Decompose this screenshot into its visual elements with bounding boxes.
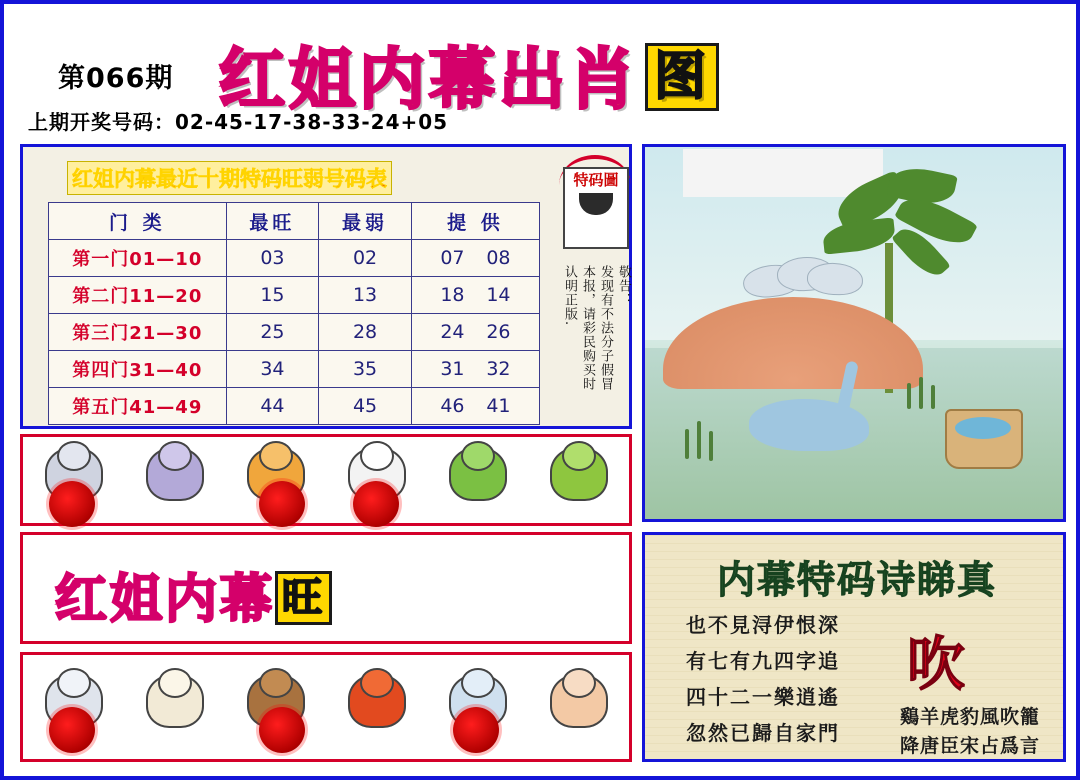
special-code-badge	[563, 167, 629, 249]
red-ink-blot	[453, 707, 499, 753]
masthead-title	[219, 26, 719, 121]
row-provide-2: 32	[486, 358, 511, 380]
dog-head-icon	[461, 668, 495, 698]
rat-head-icon	[57, 441, 91, 471]
row-provide	[411, 351, 539, 388]
zodiac-strip-top	[20, 434, 632, 526]
table-header-row	[49, 203, 540, 240]
row-provide-1: 18	[440, 284, 465, 306]
rooster-head-icon	[360, 668, 394, 698]
table-row	[49, 277, 540, 314]
col-header-provide: 提 供	[411, 203, 539, 240]
hot-cold-table	[48, 202, 540, 425]
goat-head-icon	[158, 668, 192, 698]
grass-blade	[931, 385, 935, 409]
poem-line: 忽然已歸自家門	[686, 721, 840, 745]
basket-icon	[945, 409, 1023, 469]
red-ink-blot	[259, 707, 305, 753]
notice-column-4: 认明正版.	[562, 265, 577, 327]
row-hot: 34	[226, 351, 319, 388]
poem-panel	[642, 532, 1066, 762]
grass-blade	[919, 377, 923, 409]
col-header-hot: 最旺	[226, 203, 319, 240]
hot-cold-table-panel	[20, 144, 632, 429]
zodiac-item-ox[interactable]	[129, 441, 221, 519]
zodiac-item-dragon[interactable]	[432, 441, 524, 519]
row-category: 第四门31—40	[49, 351, 227, 388]
zodiac-strip-bottom	[20, 652, 632, 762]
row-provide-2: 26	[486, 321, 511, 343]
notice-column-1: 敬告：	[616, 265, 631, 307]
dragon-head-icon	[461, 441, 495, 471]
poem-highlight-word: 吹	[907, 630, 966, 698]
col-header-category: 门 类	[49, 203, 227, 240]
poem-title: 内幕特码诗睇真	[716, 557, 997, 602]
tiger-head-icon	[259, 441, 293, 471]
brand-logo-panel	[20, 532, 632, 644]
row-hot: 15	[226, 277, 319, 314]
notice-column-3: 本报，请彩民购买时	[580, 265, 595, 391]
row-provide-1: 24	[440, 321, 465, 343]
zodiac-row	[23, 655, 629, 759]
table-row	[49, 388, 540, 425]
grass-blade	[697, 421, 701, 459]
zodiac-item-rooster[interactable]	[331, 668, 423, 746]
row-cold: 45	[319, 388, 412, 425]
row-provide-1: 31	[440, 358, 465, 380]
zodiac-item-pig[interactable]	[533, 668, 625, 746]
brand-logo-text	[55, 557, 332, 632]
red-ink-blot	[259, 481, 305, 527]
illustration-panel	[642, 144, 1066, 522]
last-draw-numbers: 02-45-17-38-33-24+05	[175, 110, 449, 134]
row-category: 第五门41—49	[49, 388, 227, 425]
row-provide-1: 07	[440, 247, 465, 269]
ink-cup-icon	[579, 193, 613, 215]
ox-head-icon	[158, 441, 192, 471]
row-hot: 44	[226, 388, 319, 425]
zodiac-item-goat[interactable]	[129, 668, 221, 746]
zodiac-row	[23, 437, 629, 523]
row-cold: 35	[319, 351, 412, 388]
last-draw-label: 上期开奖号码：	[28, 110, 175, 134]
row-provide-2: 14	[486, 284, 511, 306]
row-category: 第三门21—30	[49, 314, 227, 351]
row-category: 第一门01—10	[49, 240, 227, 277]
row-provide-2: 08	[486, 247, 511, 269]
poem-line: 也不見浔伊恨深	[686, 613, 840, 637]
row-category: 第二门11—20	[49, 277, 227, 314]
table-row	[49, 351, 540, 388]
issue-number: 第066期	[58, 63, 174, 94]
notice-column-2: 发现有不法分子假冒	[598, 265, 613, 391]
col-header-cold: 最弱	[319, 203, 412, 240]
row-cold: 13	[319, 277, 412, 314]
row-provide	[411, 314, 539, 351]
poem-side-line: 鷄羊虎豹風吹籠	[899, 706, 1040, 728]
poem-side-lines	[877, 703, 1063, 761]
row-cold: 02	[319, 240, 412, 277]
red-ink-blot	[49, 707, 95, 753]
row-provide	[411, 277, 539, 314]
row-provide	[411, 388, 539, 425]
poem-line: 四十二一樂逍遙	[686, 685, 840, 709]
zodiac-item-snake[interactable]	[533, 441, 625, 519]
grass-blade	[685, 429, 689, 459]
brand-logo-badge: 旺	[275, 571, 332, 625]
monkey-head-icon	[259, 668, 293, 698]
row-cold: 28	[319, 314, 412, 351]
masthead-badge: 图	[645, 43, 719, 111]
row-provide-2: 41	[486, 395, 511, 417]
red-ink-blot	[353, 481, 399, 527]
pig-head-icon	[562, 668, 596, 698]
row-provide-1: 46	[440, 395, 465, 417]
row-provide	[411, 240, 539, 277]
snake-head-icon	[562, 441, 596, 471]
masthead-main-text: 红姐内幕出肖	[219, 41, 639, 118]
row-hot: 25	[226, 314, 319, 351]
special-code-badge-label: 特码圖	[573, 171, 619, 189]
rabbit-head-icon	[360, 441, 394, 471]
row-hot: 03	[226, 240, 319, 277]
table-row	[49, 314, 540, 351]
table-row	[49, 240, 540, 277]
poem-side-line: 降唐臣宋占爲言	[899, 735, 1040, 757]
poem-lines	[663, 607, 863, 751]
table-title: 红姐内幕最近十期特码旺弱号码表	[67, 161, 392, 195]
poem-line: 有七有九四字追	[686, 649, 840, 673]
grass-blade	[709, 431, 713, 461]
horse-head-icon	[57, 668, 91, 698]
grass-blade	[907, 383, 911, 409]
red-ink-blot	[49, 481, 95, 527]
brand-logo-main: 红姐内幕	[55, 570, 276, 630]
